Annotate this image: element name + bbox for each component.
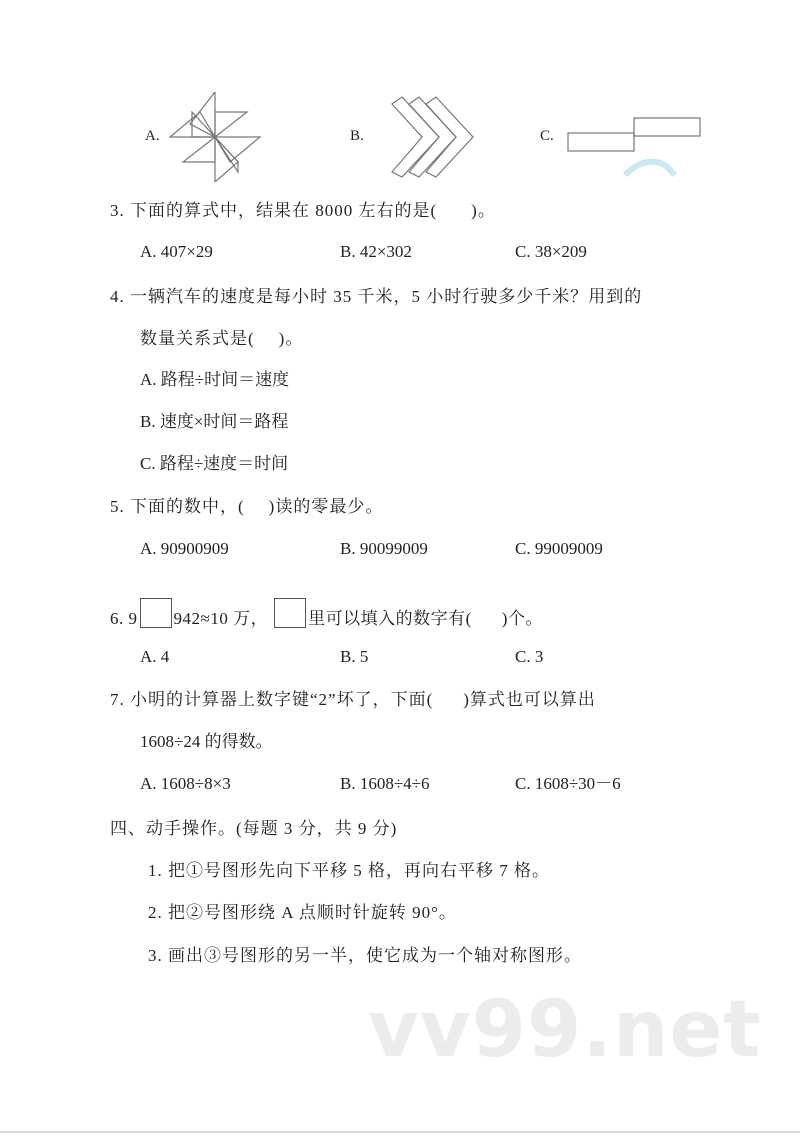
q4-option-b: B. 速度×时间＝路程 bbox=[140, 412, 289, 431]
pinwheel-figure bbox=[160, 92, 270, 182]
section-4-item-2: 2. 把②号图形绕 A 点顺时针旋转 90°。 bbox=[148, 903, 457, 922]
q6-option-b: B. 5 bbox=[340, 647, 369, 666]
figure-a-label: A. bbox=[145, 128, 160, 144]
question-text: 3. 下面的算式中，结果在 8000 左右的是( bbox=[110, 201, 438, 220]
question-text: 7. 小明的计算器上数字键“2”坏了，下面( bbox=[110, 690, 434, 709]
question-3 bbox=[110, 199, 496, 223]
question-tail: )算式也可以算出 bbox=[463, 690, 596, 709]
question-4-cont bbox=[140, 327, 303, 351]
q3-option-c: C. 38×209 bbox=[515, 242, 587, 261]
question-5 bbox=[110, 495, 383, 519]
chevrons-figure bbox=[372, 92, 487, 182]
q7-option-b: B. 1608÷4÷6 bbox=[340, 774, 430, 793]
section-4-item-3: 3. 画出③号图形的另一半，使它成为一个轴对称图形。 bbox=[148, 946, 582, 965]
rectangles-figure bbox=[565, 115, 705, 180]
question-text: 数量关系式是( bbox=[140, 329, 255, 348]
question-text: 5. 下面的数中，( bbox=[110, 497, 245, 516]
q5-option-b: B. 90099009 bbox=[340, 539, 428, 558]
question-7 bbox=[110, 688, 596, 712]
question-tail: )。 bbox=[278, 329, 304, 348]
q6-option-c: C. 3 bbox=[515, 647, 544, 666]
watermark: vv99.net bbox=[368, 985, 762, 1075]
question-6 bbox=[110, 598, 543, 631]
q3-option-b: B. 42×302 bbox=[340, 242, 412, 261]
section-4-item-1: 1. 把①号图形先向下平移 5 格，再向右平移 7 格。 bbox=[148, 861, 550, 880]
q7-option-a: A. 1608÷8×3 bbox=[140, 774, 231, 793]
q5-option-a: A. 90900909 bbox=[140, 539, 229, 558]
question-tail: )读的零最少。 bbox=[268, 497, 384, 516]
q6-option-a: A. 4 bbox=[140, 647, 170, 666]
q4-option-a: A. 路程÷时间＝速度 bbox=[140, 370, 290, 389]
question-text: 里可以填入的数字有( bbox=[308, 609, 472, 628]
q4-option-c: C. 路程÷速度＝时间 bbox=[140, 454, 289, 473]
question-4: 4. 一辆汽车的速度是每小时 35 千米，5 小时行驶多少千米？用到的 bbox=[110, 287, 643, 306]
answer-box bbox=[274, 598, 306, 628]
q5-option-c: C. 99009009 bbox=[515, 539, 603, 558]
page-bottom-border bbox=[0, 1131, 800, 1133]
figure-b-label: B. bbox=[350, 128, 364, 144]
question-tail: )。 bbox=[471, 201, 496, 220]
q3-option-a: A. 407×29 bbox=[140, 242, 213, 261]
q7-option-c: C. 1608÷30－6 bbox=[515, 774, 621, 793]
figure-c-label: C. bbox=[540, 128, 554, 144]
question-text: 6. 9 bbox=[110, 609, 138, 628]
question-tail: )个。 bbox=[501, 609, 543, 628]
section-4-title: 四、动手操作。(每题 3 分，共 9 分) bbox=[110, 819, 398, 838]
question-7-cont: 1608÷24 的得数。 bbox=[140, 732, 273, 751]
answer-box bbox=[140, 598, 172, 628]
question-text: 942≈10 万， bbox=[173, 609, 269, 628]
